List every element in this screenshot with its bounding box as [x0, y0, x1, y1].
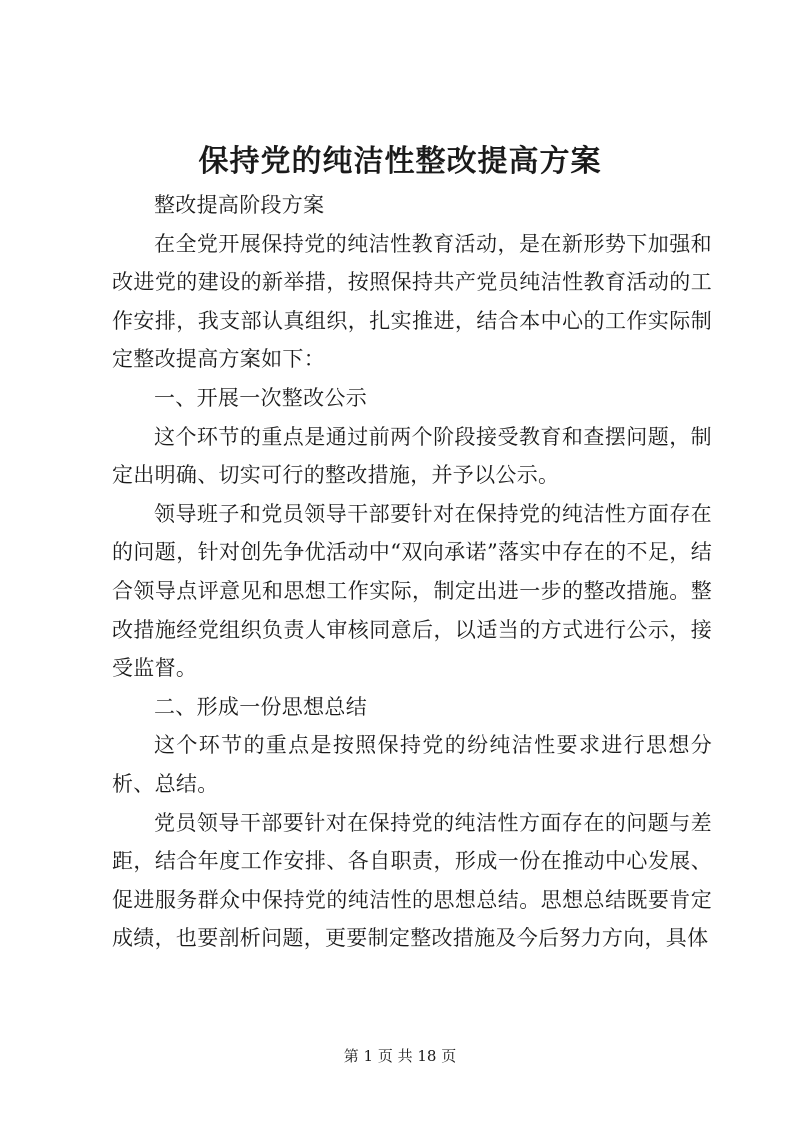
section-heading-2: 二、形成一份思想总结: [154, 694, 367, 719]
section-heading-1: 一、开展一次整改公示: [154, 385, 367, 410]
paragraph-section-2-detail: 党员领导干部要针对在保持党的纯洁性方面存在的问题与差距，结合年度工作安排、各自职责，形成一份在推动中心发展、促进服务群众中保持党的纯洁性的思想总结。思想总结既要肯定成绩，也要剖析问题，更要制定整改措施及今后努力方向，具体: [112, 810, 712, 951]
paragraph-section-2-focus: 这个环节的重点是按照保持党的纷纯洁性要求进行思想分析、总结。: [112, 733, 712, 796]
paragraph-section-1-detail: 领导班子和党员领导干部要针对在保持党的纯洁性方面存在的问题，针对创先争优活动中“双向承诺”落实中存在的不足，结合领导点评意见和思想工作实际，制定出进一步的整改措施。整改措施经党组织负责人审核同意后，以适当的方式进行公示，接受监督。: [112, 501, 712, 681]
page-number-footer: 第 1 页 共 18 页: [343, 1047, 457, 1065]
document-title: 保持党的纯洁性整改提高方案: [198, 144, 602, 179]
document-body: [112, 186, 712, 958]
paragraph-section-1-focus: 这个环节的重点是通过前两个阶段接受教育和查摆问题，制定出明确、切实可行的整改措施，并予以公示。: [112, 424, 712, 488]
paragraph-intro: 在全党开展保持党的纯洁性教育活动，是在新形势下加强和改进党的建设的新举措，按照保持共产党员纯洁性教育活动的工作安排，我支部认真组织，扎实推进，结合本中心的工作实际制定整改提高方案如下：: [112, 231, 712, 372]
paragraph-phase-heading: 整改提高阶段方案: [154, 193, 325, 217]
